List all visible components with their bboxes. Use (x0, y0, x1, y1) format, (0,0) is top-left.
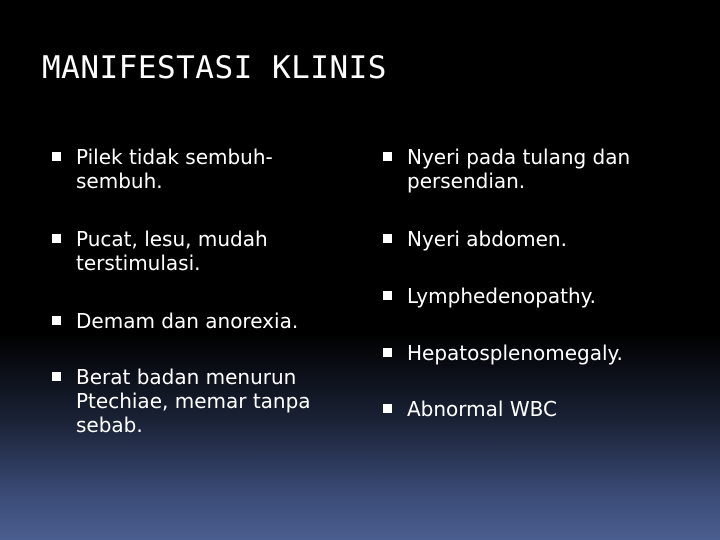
square-bullet-icon (383, 404, 392, 413)
slide-title: MANIFESTASI KLINIS (42, 50, 387, 86)
square-bullet-icon (52, 152, 61, 161)
bullet-text: Nyeri pada tulang dan persendian. (407, 145, 631, 193)
bullet-text: Pilek tidak sembuh-sembuh. (76, 145, 273, 193)
bullet-text: Nyeri abdomen. (407, 227, 567, 251)
bullet-item (52, 365, 337, 437)
square-bullet-icon (383, 348, 392, 357)
bullet-item (52, 145, 337, 193)
bullet-item (383, 227, 683, 251)
bullet-item (383, 397, 683, 421)
bullet-text: Berat badan menurun Ptechiae, memar tanpa sebab. (76, 365, 311, 437)
square-bullet-icon (52, 372, 61, 381)
bullet-text: Lymphedenopathy. (407, 284, 597, 308)
bullet-item (383, 341, 683, 365)
bullet-item (383, 145, 683, 193)
square-bullet-icon (383, 152, 392, 161)
bullet-text: Pucat, lesu, mudah terstimulasi. (76, 227, 268, 275)
bullet-item (52, 227, 337, 275)
bullet-text: Demam dan anorexia. (76, 309, 299, 333)
square-bullet-icon (52, 316, 61, 325)
bullet-item (383, 284, 683, 308)
bullet-text: Hepatosplenomegaly. (407, 341, 623, 365)
square-bullet-icon (52, 234, 61, 243)
bullet-text: Abnormal WBC (407, 397, 557, 421)
square-bullet-icon (383, 291, 392, 300)
square-bullet-icon (383, 234, 392, 243)
bullet-item (52, 309, 337, 333)
